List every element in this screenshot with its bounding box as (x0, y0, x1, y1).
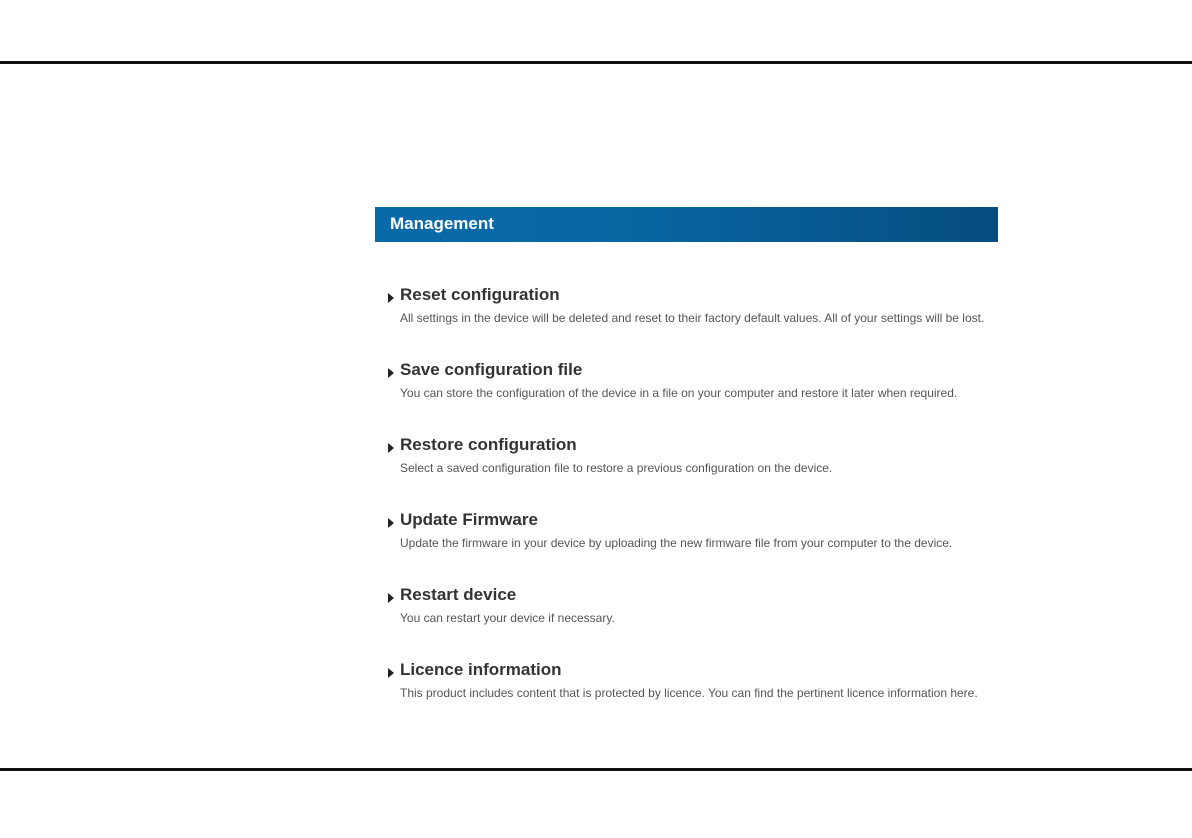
list-item-reset-configuration[interactable] (375, 284, 998, 359)
list-item-restart-device[interactable] (375, 584, 998, 659)
panel-title: Management (390, 214, 494, 233)
panel-header (375, 207, 998, 242)
update-firmware-link[interactable]: Update Firmware (400, 510, 538, 529)
bottom-divider (0, 768, 1192, 771)
management-panel (375, 207, 998, 734)
restart-device-description: You can restart your device if necessary. (400, 611, 615, 625)
triangle-right-icon (388, 368, 394, 378)
restart-device-link[interactable]: Restart device (400, 585, 517, 604)
top-divider (0, 61, 1192, 64)
save-configuration-file-link[interactable]: Save configuration file (400, 360, 583, 379)
triangle-right-icon (388, 518, 394, 528)
restore-configuration-link[interactable]: Restore configuration (400, 435, 577, 454)
licence-information-link[interactable]: Licence information (400, 660, 562, 679)
list-item-licence-information[interactable] (375, 659, 998, 734)
triangle-right-icon (388, 443, 394, 453)
reset-configuration-description: All settings in the device will be deleted and reset to their factory default values. All of your settings will be lost. (400, 311, 985, 325)
restore-configuration-description: Select a saved configuration file to restore a previous configuration on the device. (400, 461, 833, 475)
triangle-right-icon (388, 593, 394, 603)
save-configuration-file-description: You can store the configuration of the device in a file on your computer and restore it later when required. (400, 386, 958, 400)
triangle-right-icon (388, 293, 394, 303)
reset-configuration-link[interactable]: Reset configuration (400, 285, 560, 304)
licence-information-description: This product includes content that is protected by licence. You can find the pertinent licence information here. (400, 686, 978, 700)
list-item-restore-configuration[interactable] (375, 434, 998, 509)
list-item-update-firmware[interactable] (375, 509, 998, 584)
management-list (375, 284, 998, 734)
list-item-save-configuration-file[interactable] (375, 359, 998, 434)
update-firmware-description: Update the firmware in your device by uploading the new firmware file from your computer to the device. (400, 536, 953, 550)
triangle-right-icon (388, 668, 394, 678)
